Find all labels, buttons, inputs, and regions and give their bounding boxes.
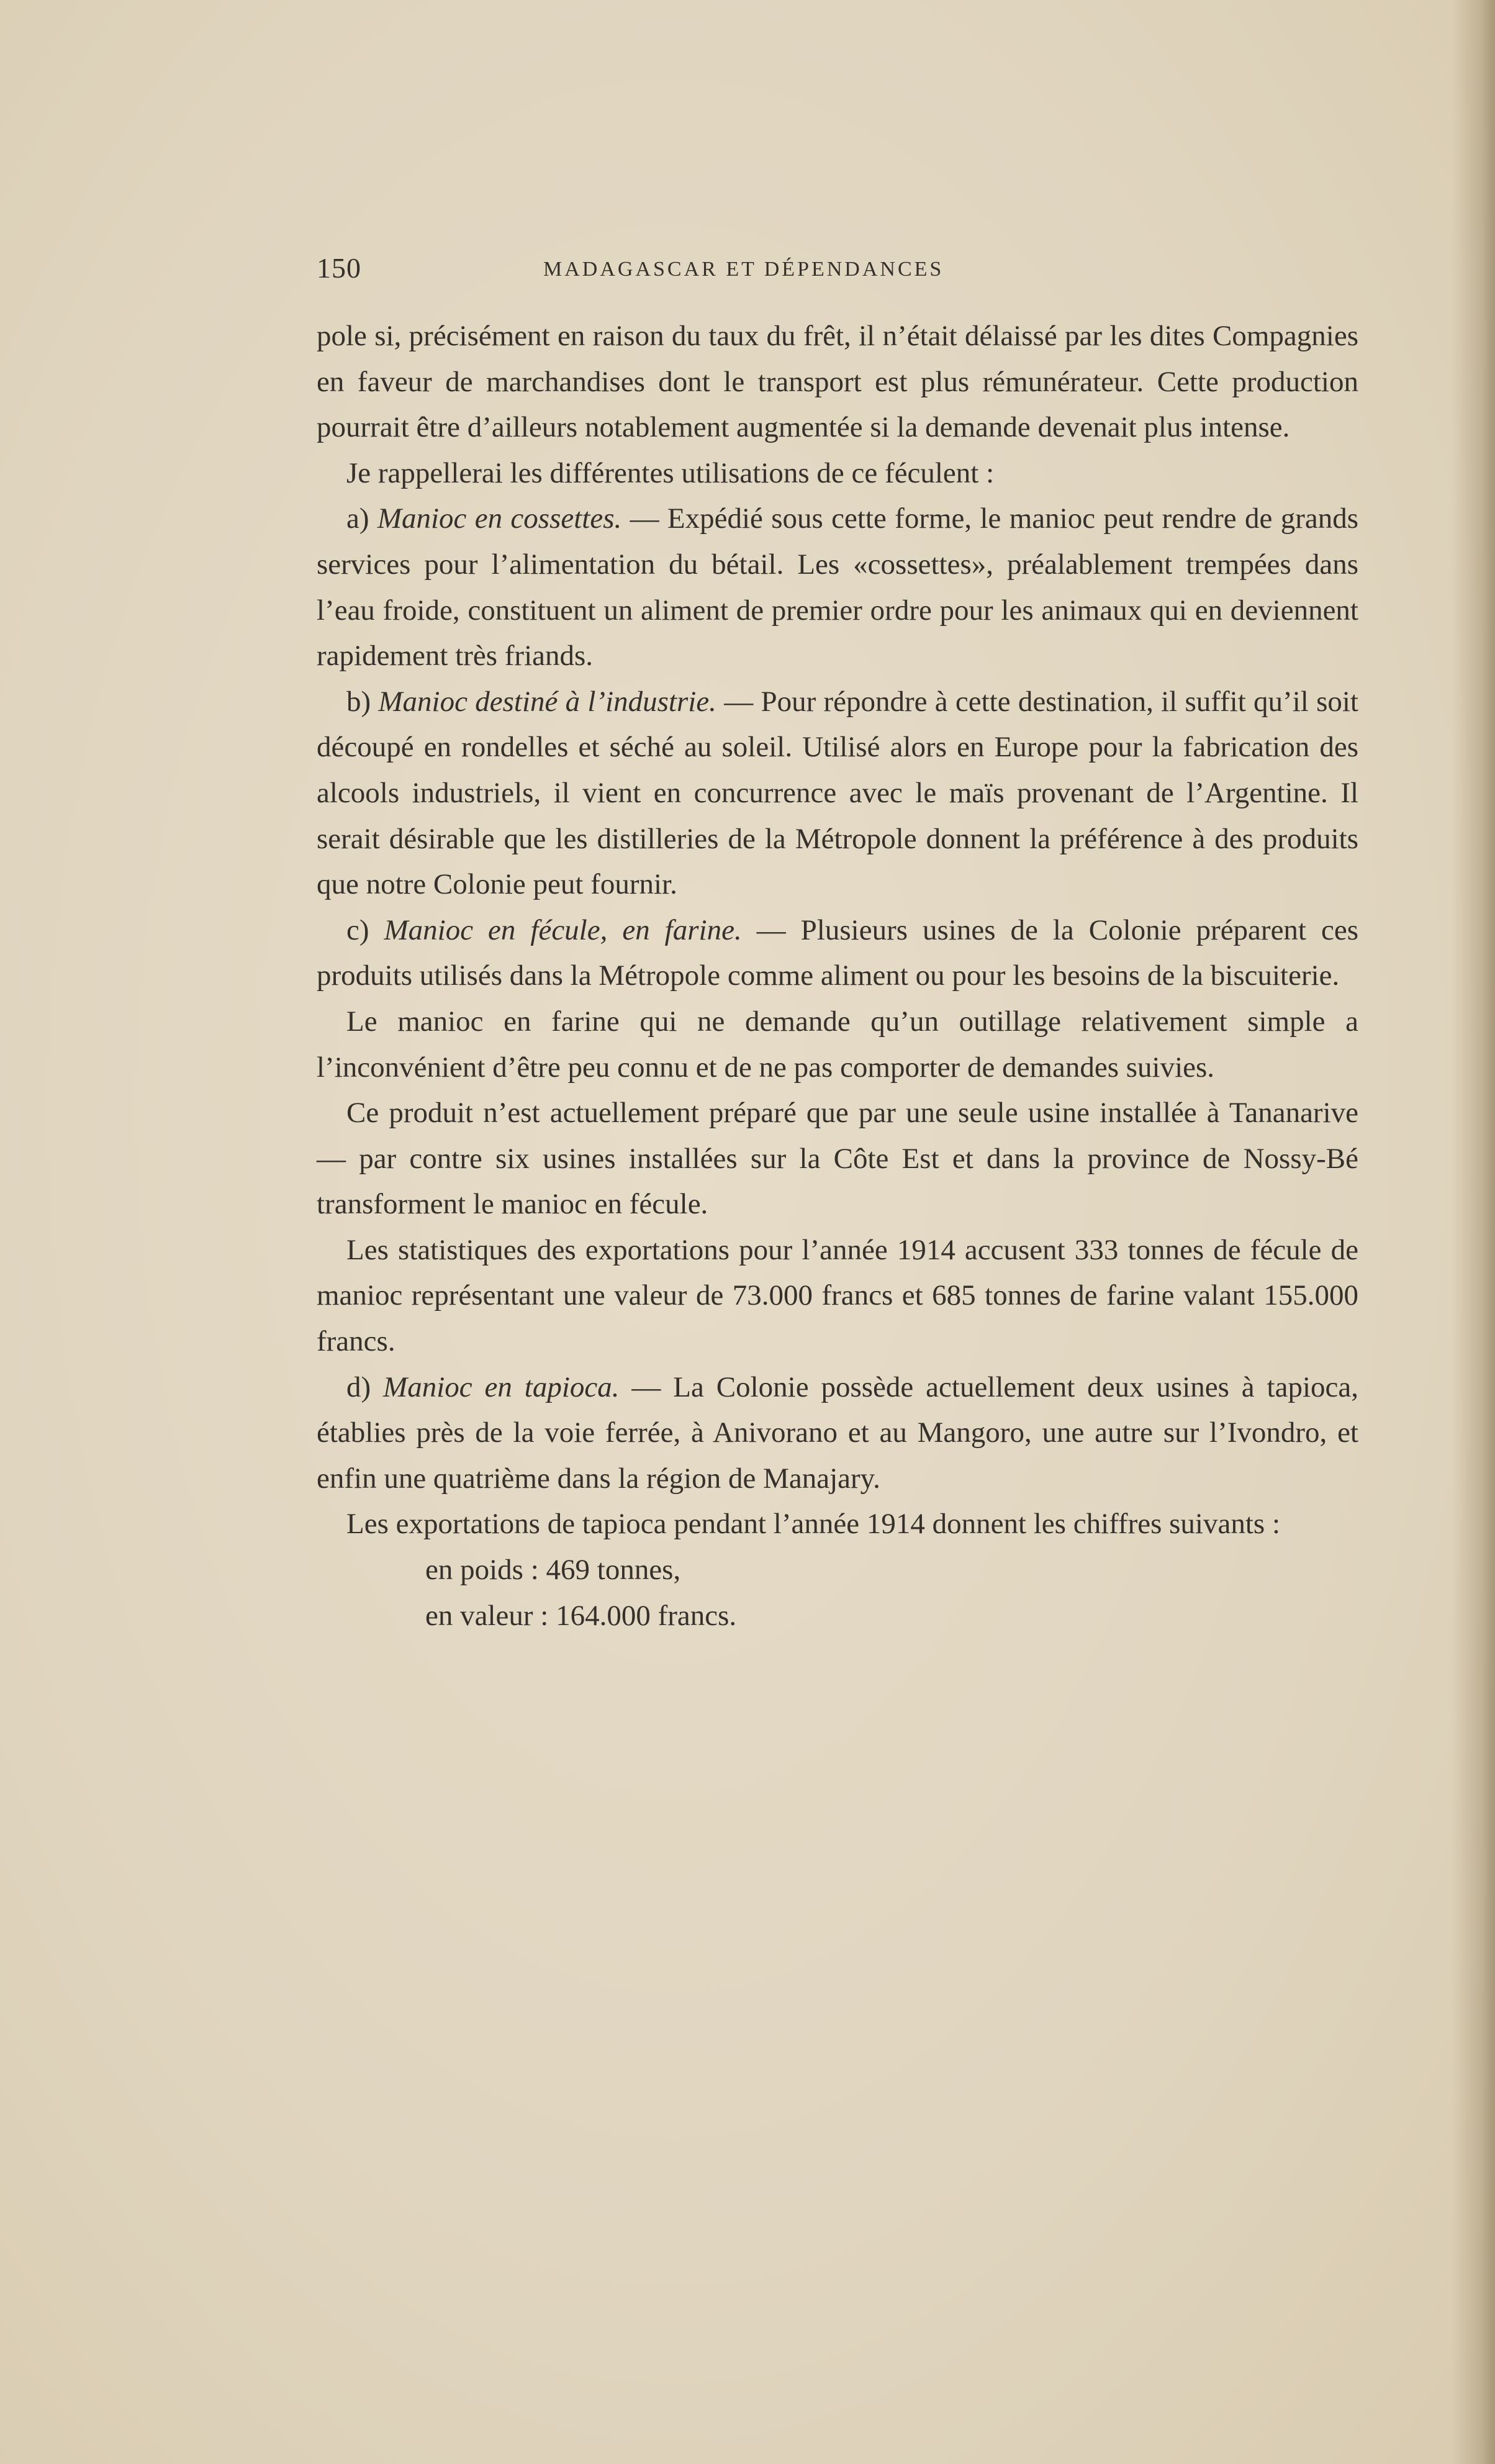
item-title-cossettes: Manioc en cossettes.: [377, 502, 622, 535]
item-text-fecule: — Plusieurs usines de la Colonie préparent ces produits utilisés dans la Métropole comme aliment ou pour les besoins de la biscuiterie.: [317, 913, 1358, 992]
paragraph-industrie: [317, 679, 1358, 908]
item-letter-d: d): [346, 1370, 384, 1403]
item-text-industrie: — Pour répondre à cette destination, il suffit qu’il soit découpé en rondelles et séché au soleil. Utilisé alors en Europe pour la fabrication des alcools industriels, il vient en concurrence avec le maïs provenant de l’Argentine. Il serait désirable que les distilleries de la Métropole donnent la préférence à des produits que notre Colonie peut fournir.: [317, 685, 1358, 901]
paragraph-tapioca: [317, 1365, 1358, 1502]
paragraph-exportations: Les exportations de tapioca pendant l’année 1914 donnent les chiffres suivants :: [346, 1508, 1280, 1541]
item-letter-c: c): [346, 913, 384, 946]
paragraph-farine: Le manioc en farine qui ne demande qu’un outillage relativement simple a l’inconvénient d’être peu connu et de ne pas comporter de demandes suivies.: [317, 1005, 1358, 1084]
paragraph-cossettes: [317, 496, 1358, 679]
figure-weight: en poids : 469 tonnes,: [425, 1554, 681, 1587]
page-header: [317, 251, 1358, 289]
item-text-cossettes: — Expédié sous cette forme, le manioc peut rendre de grands services pour l’alimentation du bétail. Les «cossettes», préalablement trempées dans l’eau froide, constituent un aliment de premier ordre pour les animaux qui en deviennent rapidement très friands.: [317, 502, 1358, 673]
figure-value: en valeur : 164.000 francs.: [425, 1599, 737, 1632]
item-title-fecule: Manioc en fécule, en farine.: [384, 913, 742, 946]
export-figures: [317, 1547, 1358, 1639]
paragraph-usines: Ce produit n’est actuellement préparé que par une seule usine installée à Tananarive — par contre six usines installées sur la Côte Est et dans la province de Nossy-Bé transforment le manioc en fécule.: [317, 1097, 1358, 1221]
paragraph-1: pole si, précisément en raison du taux du frêt, il n’était délaissé par les dites Compagnies en faveur de marchandises dont le transport est plus rémunérateur. Cette production pourrait être d’ailleurs notablement augmentée si la demande devenait plus intense.: [317, 320, 1358, 444]
item-letter-a: a): [346, 502, 377, 535]
paragraph-statistiques: Les statistiques des exportations pour l’année 1914 accusent 333 tonnes de fécule de manioc représentant une valeur de 73.000 francs et 685 tonnes de farine valant 155.000 francs.: [317, 1233, 1358, 1358]
item-text-tapioca: — La Colonie possède actuellement deux usines à tapioca, établies près de la voie ferrée, à Anivorano et au Mangoro, une autre sur l’Ivondro, et enfin une quatrième dans la région de Manajary.: [317, 1370, 1358, 1495]
item-letter-b: b): [346, 685, 379, 718]
page-number: 150: [317, 252, 361, 284]
body-text: [317, 314, 1358, 1639]
item-title-industrie: Manioc destiné à l’industrie.: [378, 685, 716, 718]
paragraph-fecule: [317, 908, 1358, 999]
page-edge-shadow: [1452, 0, 1495, 2464]
running-title: MADAGASCAR ET DÉPENDANCES: [543, 258, 944, 281]
item-title-tapioca: Manioc en tapioca.: [383, 1370, 620, 1403]
paragraph-2: Je rappellerai les différentes utilisations de ce féculent :: [346, 456, 995, 489]
